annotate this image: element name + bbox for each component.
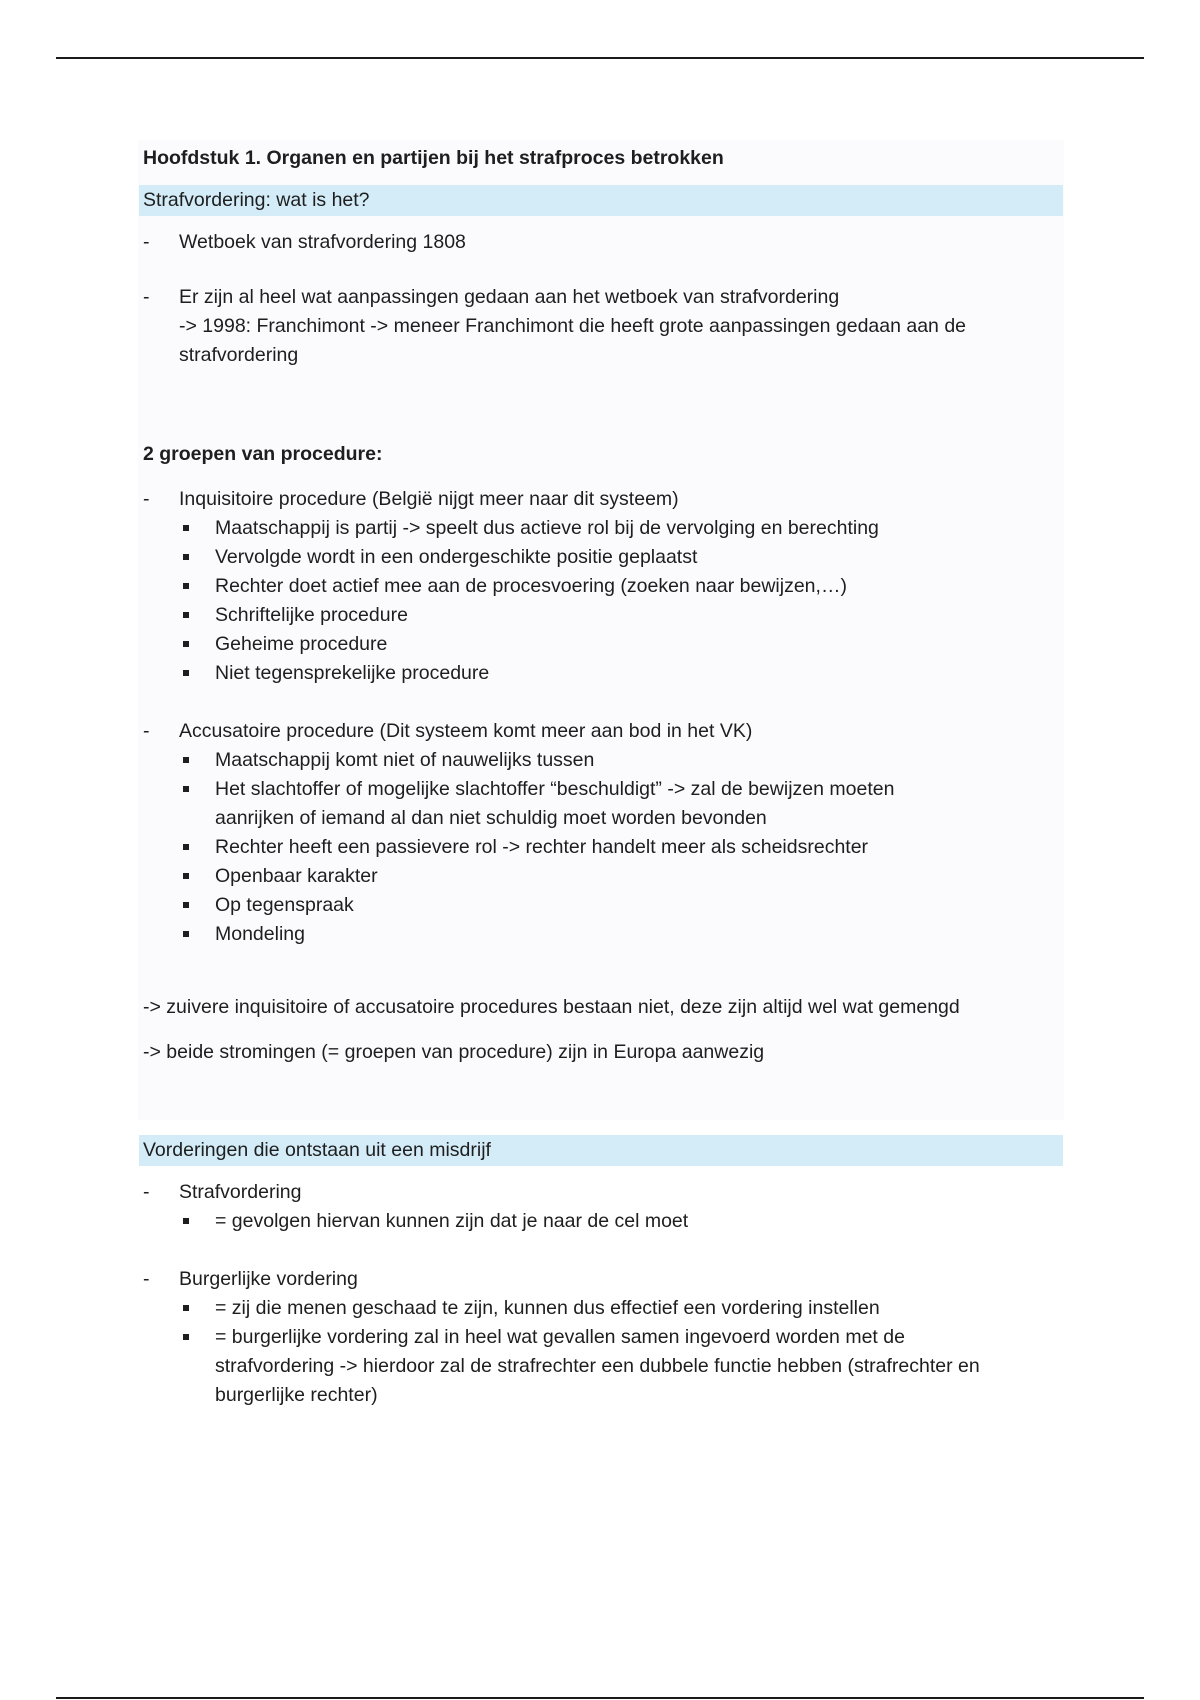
list-item-text: strafvordering — [179, 344, 299, 366]
square-bullet-icon — [183, 583, 189, 589]
sub-list-item — [179, 1323, 1063, 1410]
square-bullet-icon — [183, 786, 189, 792]
sub-list — [179, 746, 1063, 949]
sub-list-item — [179, 1207, 1063, 1236]
sub-item-text: Geheime procedure — [215, 633, 388, 655]
list-item-text: -> 1998: Franchimont -> meneer Franchimont die heeft grote aanpassingen gedaan aan de — [179, 315, 967, 337]
sub-item-text: Openbaar karakter — [215, 865, 378, 887]
list-item-text: Er zijn al heel wat aanpassingen gedaan aan het wetboek van strafvordering — [179, 286, 840, 308]
sub-list — [179, 1294, 1063, 1410]
strafvordering-list — [143, 1178, 1063, 1236]
square-bullet-icon — [183, 670, 189, 676]
sub-item-text: = burgerlijke vordering zal in heel wat gevallen samen ingevoerd worden met de — [215, 1326, 905, 1348]
sub-list-item — [179, 514, 1063, 543]
dash-bullet: - — [143, 488, 150, 510]
sub-list-item — [179, 543, 1063, 572]
group-title: 2 groepen van procedure: — [143, 443, 383, 465]
list-item — [143, 1178, 1063, 1236]
dash-bullet: - — [143, 1181, 150, 1203]
sub-list — [179, 1207, 1063, 1236]
sub-item-text: Op tegenspraak — [215, 894, 354, 916]
dash-bullet: - — [143, 720, 150, 742]
sub-list-item — [179, 891, 1063, 920]
list-item-text: Inquisitoire procedure (België nijgt meer naar dit systeem) — [179, 488, 679, 510]
square-bullet-icon — [183, 612, 189, 618]
section-heading-vorderingen: Vorderingen die ontstaan uit een misdrijf — [139, 1135, 1063, 1166]
sub-item-text: = zij die menen geschaad te zijn, kunnen dus effectief een vordering instellen — [215, 1297, 880, 1319]
burgerlijk-list — [143, 1265, 1063, 1410]
sub-list-item — [179, 862, 1063, 891]
square-bullet-icon — [183, 1334, 189, 1340]
square-bullet-icon — [183, 757, 189, 763]
chapter-title: Hoofdstuk 1. Organen en partijen bij het strafproces betrokken — [143, 147, 724, 169]
section1-list — [143, 228, 1063, 257]
note-europe: -> beide stromingen (= groepen van procedure) zijn in Europa aanwezig — [143, 1041, 765, 1063]
sub-list — [179, 514, 1063, 688]
sub-item-text: Rechter doet actief mee aan de procesvoering (zoeken naar bewijzen,…) — [215, 575, 847, 597]
sub-item-text: Maatschappij is partij -> speelt dus actieve rol bij de vervolging en berechting — [215, 517, 879, 539]
list-item — [143, 283, 1063, 370]
list-item-text: Burgerlijke vordering — [179, 1268, 358, 1290]
list-item — [143, 1265, 1063, 1410]
sub-list-item — [179, 1294, 1063, 1323]
sub-list-item — [179, 833, 1063, 862]
sub-item-text: Schriftelijke procedure — [215, 604, 408, 626]
section-heading-strafvordering: Strafvordering: wat is het? — [139, 185, 1063, 216]
sub-item-text: = gevolgen hiervan kunnen zijn dat je naar de cel moet — [215, 1210, 689, 1232]
sub-list-item — [179, 630, 1063, 659]
square-bullet-icon — [183, 931, 189, 937]
square-bullet-icon — [183, 902, 189, 908]
list-item-text: Wetboek van strafvordering 1808 — [179, 231, 466, 253]
square-bullet-icon — [183, 525, 189, 531]
dash-bullet: - — [143, 1268, 150, 1290]
sub-item-text: Mondeling — [215, 923, 305, 945]
sub-list-item — [179, 775, 1063, 833]
list-item — [143, 228, 1063, 257]
square-bullet-icon — [183, 554, 189, 560]
footer-rule — [56, 1697, 1144, 1699]
square-bullet-icon — [183, 1305, 189, 1311]
sub-item-text: burgerlijke rechter) — [215, 1384, 378, 1406]
header-rule — [56, 57, 1144, 59]
sub-item-text: aanrijken of iemand al dan niet schuldig moet worden bevonden — [215, 807, 767, 829]
inquisitoire-list — [143, 485, 1063, 688]
list-item — [143, 717, 1063, 949]
sub-item-text: Niet tegensprekelijke procedure — [215, 662, 490, 684]
note-mixed: -> zuivere inquisitoire of accusatoire procedures bestaan niet, deze zijn altijd wel wat gemengd — [143, 996, 960, 1018]
document-body — [143, 144, 1063, 1410]
square-bullet-icon — [183, 1218, 189, 1224]
sub-item-text: Maatschappij komt niet of nauwelijks tussen — [215, 749, 595, 771]
dash-bullet: - — [143, 286, 150, 308]
section1-list-2 — [143, 283, 1063, 370]
square-bullet-icon — [183, 844, 189, 850]
sub-item-text: Rechter heeft een passievere rol -> rechter handelt meer als scheidsrechter — [215, 836, 869, 858]
list-item-text: Accusatoire procedure (Dit systeem komt meer aan bod in het VK) — [179, 720, 753, 742]
sub-item-text: Vervolgde wordt in een ondergeschikte positie geplaatst — [215, 546, 698, 568]
sub-list-item — [179, 746, 1063, 775]
square-bullet-icon — [183, 641, 189, 647]
dash-bullet: - — [143, 231, 150, 253]
sub-list-item — [179, 572, 1063, 601]
sub-list-item — [179, 920, 1063, 949]
list-item — [143, 485, 1063, 688]
sub-list-item — [179, 601, 1063, 630]
square-bullet-icon — [183, 873, 189, 879]
sub-list-item — [179, 659, 1063, 688]
sub-item-text: Het slachtoffer of mogelijke slachtoffer “beschuldigt” -> zal de bewijzen moeten — [215, 778, 895, 800]
list-item-text: Strafvordering — [179, 1181, 302, 1203]
sub-item-text: strafvordering -> hierdoor zal de strafrechter een dubbele functie hebben (strafrechter en — [215, 1355, 980, 1377]
accusatoire-list — [143, 717, 1063, 949]
